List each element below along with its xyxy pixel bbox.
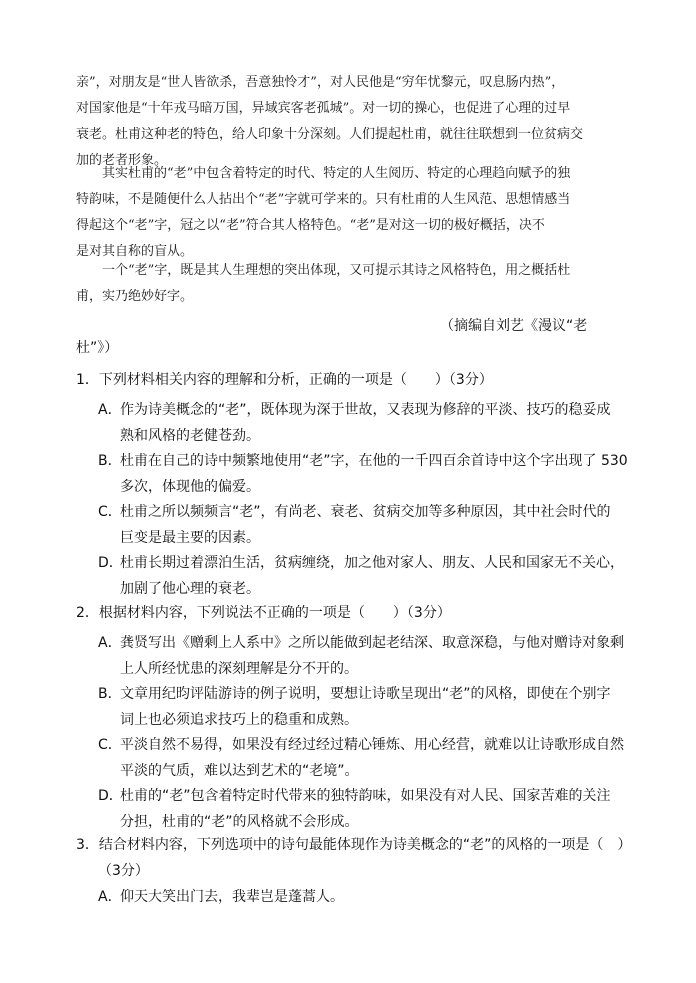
option-letter: A．: [98, 889, 122, 905]
question-2-option-c: [98, 732, 638, 784]
question-1-option-c: [98, 499, 638, 551]
passage-line: 衰老。杜甫这种老的特色，给人印象十分深刻。人们提起杜甫，就往往联想到一位贫病交: [76, 127, 584, 142]
passage-line: 一个“老”字，既是其人生理想的突出体现，又可提示其诗之风格特色，用之概括杜: [102, 263, 571, 278]
passage-line: 得起这个“老”字，冠之以“老”符合其人格特色。“老”是对这一切的极好概括，决不: [76, 218, 545, 233]
question-2-option-d: [98, 783, 638, 835]
option-line: 杜甫的“老”包含着特定时代带来的独特韵味，如果没有对人民、国家苦难的关注: [120, 788, 611, 804]
question-1-stem: 1．下列材料相关内容的理解和分析，正确的一项是（ ）（3分）: [76, 372, 493, 388]
question-1-option-a: [98, 397, 638, 449]
option-letter: D．: [98, 788, 123, 804]
question-1-option-d: [98, 550, 638, 602]
option-line: 加剧了他心理的衰老。: [120, 581, 260, 597]
option-line: 仰天大笑出门去，我辈岂是蓬蒿人。: [120, 889, 344, 905]
option-letter: C．: [98, 504, 122, 520]
passage-line: 甫，实乃绝妙好字。: [76, 289, 194, 304]
passage-paragraph-2: [76, 161, 636, 265]
passage-line: 特韵味，不是随便什么人拈出个“老”字就可学来的。只有杜甫的人生风范、思想情感当: [76, 192, 571, 207]
option-letter: D．: [98, 555, 123, 571]
passage-line: 是对其自称的盲从。: [76, 244, 194, 259]
option-letter: B．: [98, 453, 122, 469]
option-line: 杜甫之所以频频言“老”，有尚老、衰老、贫病交加等多种原因，其中社会时代的: [120, 504, 611, 520]
option-letter: B．: [98, 686, 122, 702]
question-3-stem-line: 3．结合材料内容，下列选项中的诗句最能体现作为诗美概念的“老”的风格的一项是（ ）: [76, 837, 632, 853]
option-line: 词上也必须追求技巧上的稳重和成熟。: [120, 712, 358, 728]
source-attribution-line1: （摘编自刘艺《漫议“老: [440, 318, 588, 334]
option-letter: A．: [98, 635, 122, 651]
passage-line: 对国家他是“十年戎马暗万国，异域宾客老孤城”。对一切的操心，也促进了心理的过早: [76, 101, 571, 116]
option-line: 杜甫长期过着漂泊生活，贫病缠绕，加之他对家人、朋友、人民和国家无不关心，: [120, 555, 624, 571]
option-line: 巨变是最主要的因素。: [120, 530, 260, 546]
option-line: 作为诗美概念的“老”，既体现为深于世故，又表现为修辞的平淡、技巧的稳妥成: [120, 402, 611, 418]
source-attribution-line2: 杜”》）: [76, 340, 119, 356]
question-2-stem: 2．根据材料内容，下列说法不正确的一项是（ ）（3分）: [76, 605, 451, 621]
option-line: 龚贤写出《赠剩上人系中》之所以能做到起老结深、取意深稳，与他对赠诗对象剩: [120, 635, 624, 651]
passage-line: 亲”，对朋友是“世人皆欲杀，吾意独怜才”，对人民他是“穷年忧黎元，叹息肠内热”，: [76, 75, 565, 90]
passage-line: 加的老者形象。: [76, 153, 168, 168]
option-line: 多次，体现他的偏爱。: [120, 479, 260, 495]
question-3-option-a: [98, 884, 638, 910]
option-line: 平淡的气质，难以达到艺术的“老境”。: [120, 763, 359, 779]
question-1-option-b: [98, 448, 638, 500]
question-3-stem: [76, 832, 636, 884]
question-3-points: （3分）: [98, 863, 149, 879]
option-line: 分担，杜甫的“老”的风格就不会形成。: [120, 814, 359, 830]
passage-paragraph-3: [76, 258, 636, 310]
option-letter: A．: [98, 402, 122, 418]
option-line: 熟和风格的老健苍劲。: [120, 428, 260, 444]
option-letter: C．: [98, 737, 122, 753]
option-line: 上人所经忧患的深刻理解是分不开的。: [120, 661, 358, 677]
passage-line: 其实杜甫的“老”中包含着特定的时代、特定的人生阅历、特定的心理趋向赋予的独: [102, 166, 571, 181]
question-2-option-b: [98, 681, 638, 733]
option-line: 平淡自然不易得，如果没有经过经过精心锤炼、用心经营，就难以让诗歌形成自然: [120, 737, 624, 753]
option-line: 杜甫在自己的诗中频繁地使用“老”字，在他的一千四百余首诗中这个字出现了 530: [120, 453, 628, 469]
option-line: 文章用纪昀评陆游诗的例子说明，要想让诗歌呈现出“老”的风格，即使在个别字: [120, 686, 611, 702]
question-2-option-a: [98, 630, 638, 682]
passage-paragraph-1: [76, 70, 636, 174]
